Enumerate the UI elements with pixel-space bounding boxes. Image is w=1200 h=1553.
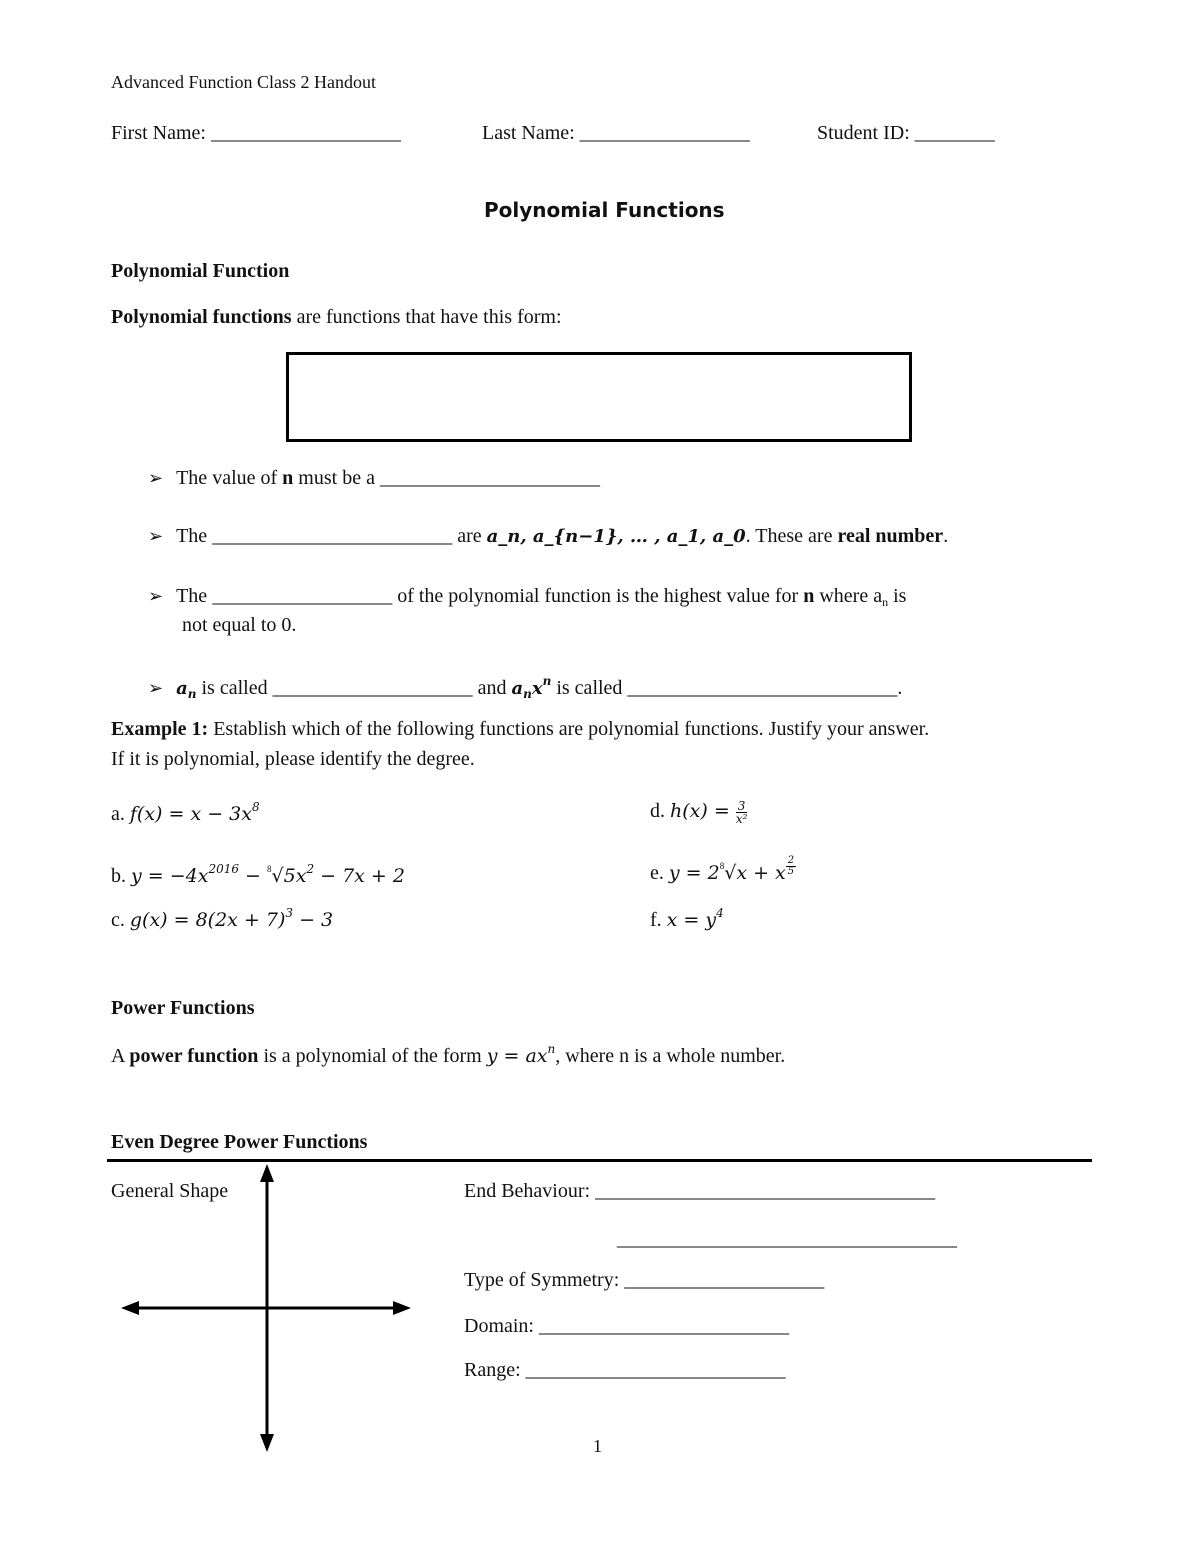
example-item-c: c. $g(x) = 8(2x + 7)^3 - 3$ bbox=[111, 906, 334, 931]
example-item-e: e. $y = 2^8√x + x$ $\frac{2}{5}$ bbox=[650, 854, 795, 884]
example-item-b: b. $y = -4x^{2016} - ^8√5x^2 - 7x + 2$ bbox=[111, 862, 405, 887]
bullet-continuation: not equal to 0. bbox=[182, 614, 297, 636]
general-shape-label: General Shape bbox=[111, 1180, 229, 1202]
page-title: Polynomial Functions bbox=[484, 198, 725, 222]
example-item-a: a. $f(x) = x - 3x^8$ bbox=[111, 800, 260, 825]
form-answer-box[interactable] bbox=[286, 352, 912, 442]
arrow-left-icon bbox=[121, 1301, 139, 1315]
arrow-bullet-icon: ➢ bbox=[148, 586, 164, 607]
arrow-bullet-icon: ➢ bbox=[148, 678, 164, 699]
example1-prompt-line2: If it is polynomial, please identify the degree. bbox=[111, 748, 475, 770]
bullet-item: ➢ The value of n must be a ______________________ bbox=[148, 467, 600, 489]
power-definition: A power function is a polynomial of the form $y = ax^n$, where n is a whole number. bbox=[111, 1042, 786, 1067]
bullet-item: ➢ The __________________ of the polynomial function is the highest value for n where $a_n$ is bbox=[148, 585, 907, 609]
arrow-right-icon bbox=[393, 1301, 411, 1315]
student-id-field[interactable]: Student ID: ________ bbox=[817, 122, 995, 144]
end-behaviour-field[interactable]: End Behaviour: __________________________________ bbox=[464, 1180, 936, 1202]
arrow-down-icon bbox=[260, 1434, 274, 1452]
first-name-field[interactable]: First Name: ___________________ bbox=[111, 122, 401, 144]
course-header: Advanced Function Class 2 Handout bbox=[111, 72, 376, 92]
last-name-field[interactable]: Last Name: _________________ bbox=[482, 122, 750, 144]
example-item-d: d. h(x) = $\frac{3}{\text{x²}}$ bbox=[650, 799, 748, 826]
arrow-bullet-icon: ➢ bbox=[148, 526, 164, 547]
symmetry-field[interactable]: Type of Symmetry: ____________________ bbox=[464, 1269, 825, 1291]
domain-field[interactable]: Domain: _________________________ bbox=[464, 1315, 789, 1337]
bullet-item: ➢ $a_n$ is called ____________________ and $a_nx^n$ is called ___________________________. bbox=[148, 674, 903, 701]
section-heading-polynomial: Polynomial Function bbox=[111, 260, 290, 282]
page-number: 1 bbox=[593, 1436, 602, 1456]
bullet-item: ➢ The ________________________ are a_n, a_{n−1}, … , a_1, a_0. These are real number. bbox=[148, 525, 949, 547]
polynomial-intro: Polynomial functions are functions that have this form: bbox=[111, 306, 562, 328]
example1-prompt: Example 1: Establish which of the following functions are polynomial functions. Justify your answer. bbox=[111, 718, 930, 740]
end-behaviour-field-2[interactable]: __________________________________ bbox=[617, 1228, 957, 1250]
range-field[interactable]: Range: __________________________ bbox=[464, 1359, 786, 1381]
arrow-bullet-icon: ➢ bbox=[148, 468, 164, 489]
arrow-up-icon bbox=[260, 1164, 274, 1182]
example-item-f: f. $x = y^4$ bbox=[650, 906, 724, 931]
section-heading-even: Even Degree Power Functions bbox=[111, 1131, 368, 1153]
axes-graph[interactable] bbox=[115, 1160, 420, 1455]
section-heading-power: Power Functions bbox=[111, 997, 255, 1019]
